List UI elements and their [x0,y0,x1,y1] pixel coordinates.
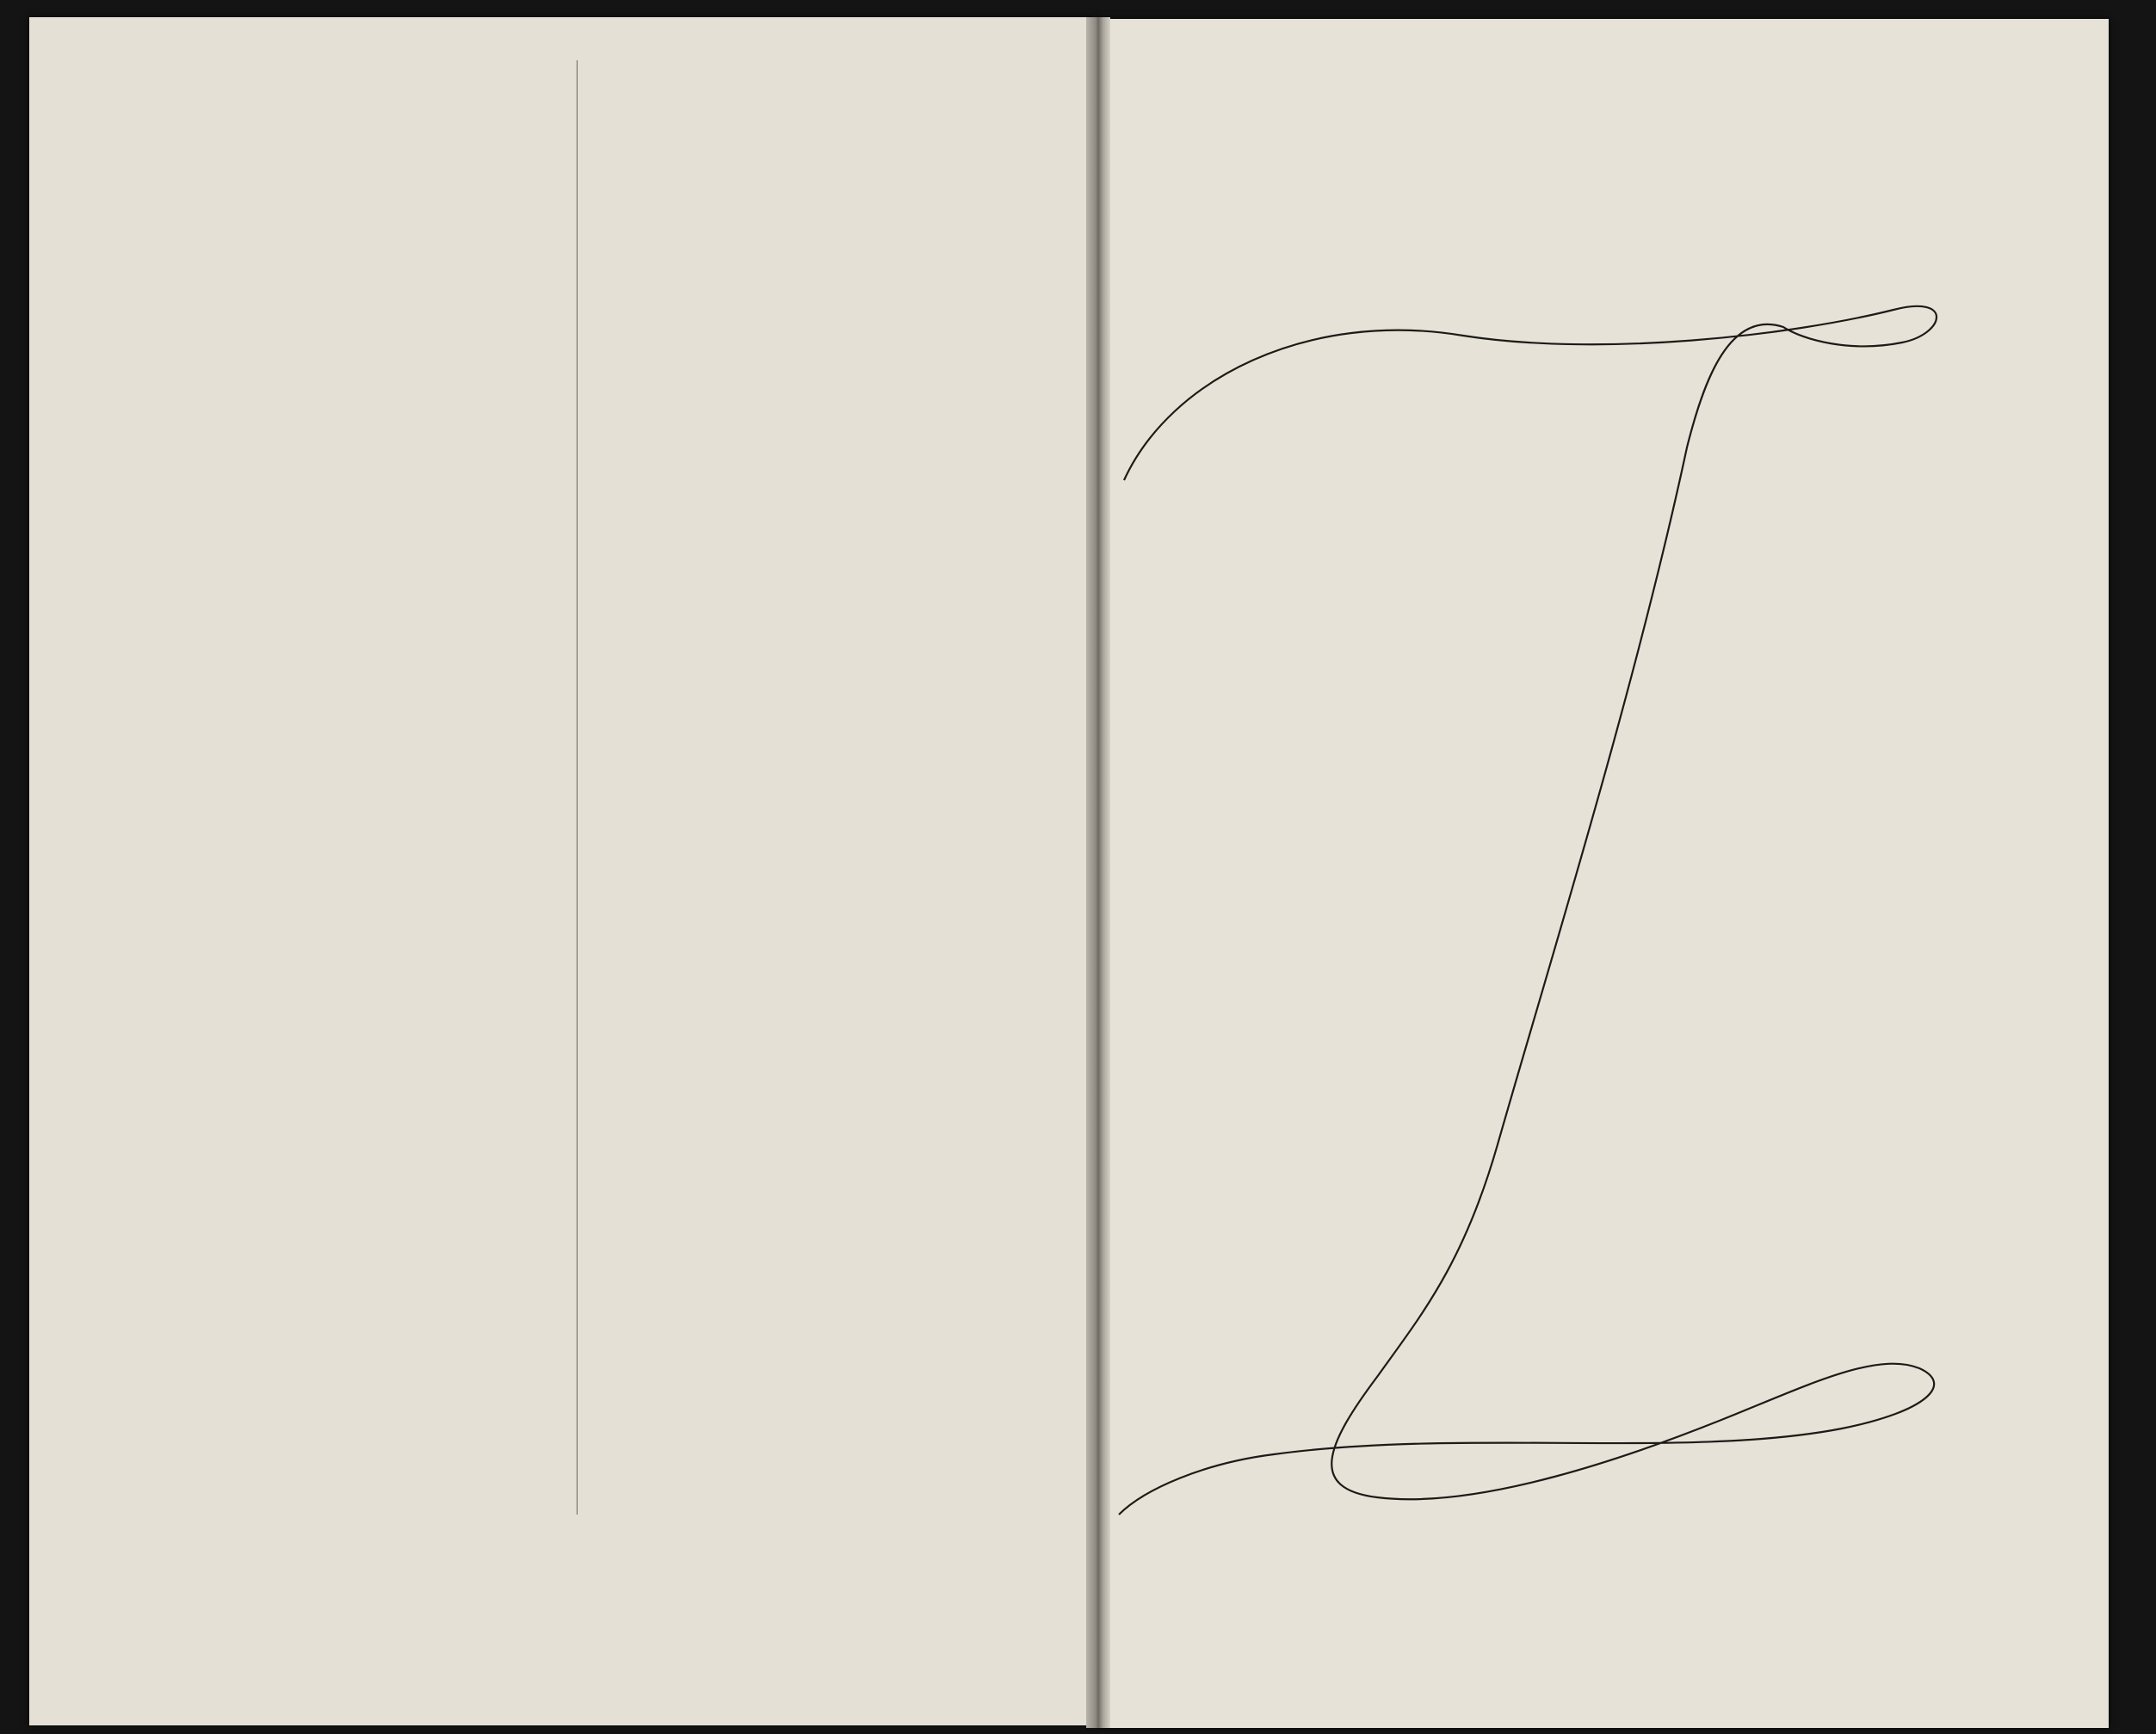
flourish-stroke [1119,306,1937,1515]
